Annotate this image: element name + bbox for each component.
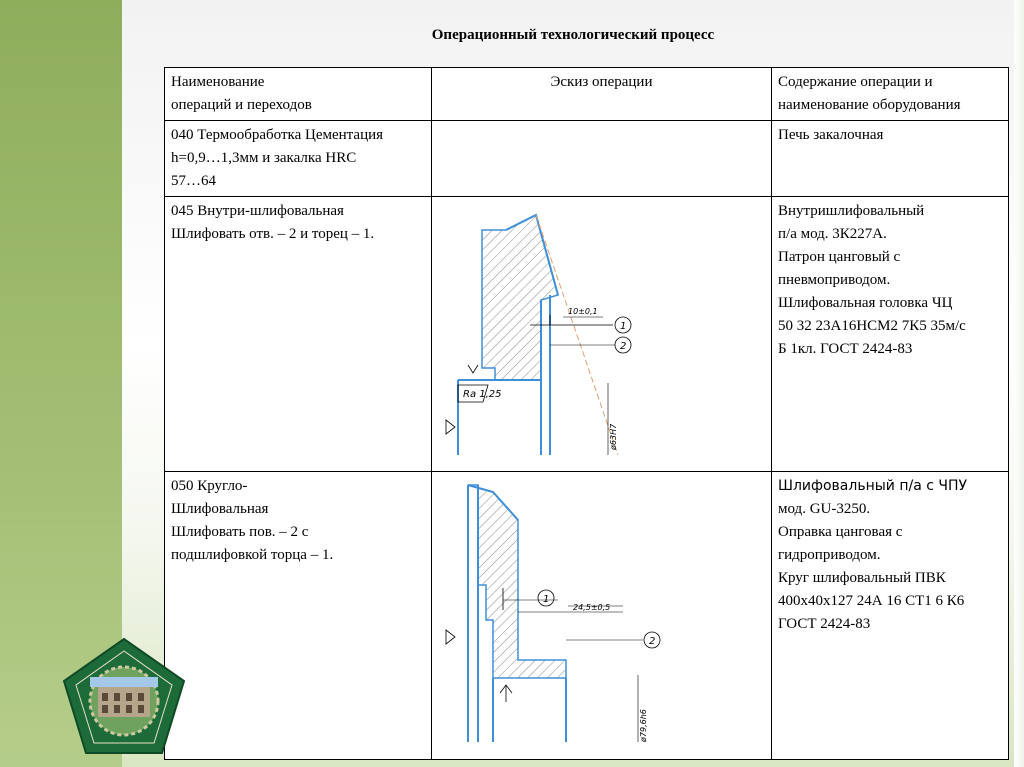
header-sketch: Эскиз операции bbox=[432, 68, 772, 121]
right-edge bbox=[1014, 0, 1024, 767]
operation-cell: 040 Термообработка Цементация h=0,9…1,3мм и закалка HRC 57…64 bbox=[165, 121, 432, 197]
dimension-label: 10±0,1 bbox=[568, 307, 598, 316]
marker-label: 1 bbox=[543, 594, 550, 605]
content-cell: Шлифовальный п/а с ЧПУ мод. GU-3250. Оправка цанговая с гидроприводом. Круг шлифовальный ПВК 400х40х127 24А 16 СТ1 6 К6 ГОСТ 2424-83 bbox=[772, 472, 1009, 760]
sketch-internal-grinding bbox=[438, 205, 643, 460]
sketch-cell bbox=[432, 197, 772, 472]
sketch-cell bbox=[432, 472, 772, 760]
diameter-label: ø63H7 bbox=[609, 423, 618, 450]
page-title: Операционный технологический процесс bbox=[431, 27, 715, 43]
marker-label: 2 bbox=[649, 636, 656, 647]
operation-cell: 050 Кругло- Шлифовальная Шлифовать пов. – 2 с подшлифовкой торца – 1. bbox=[165, 472, 432, 760]
diameter-label: ø79,6h6 bbox=[639, 709, 648, 742]
sketch-cell bbox=[432, 121, 772, 197]
table-row bbox=[165, 121, 1009, 197]
content-cell: Печь закалочная bbox=[772, 121, 1009, 197]
table-row bbox=[165, 472, 1009, 760]
sketch-cylindrical-grinding bbox=[438, 480, 666, 748]
table-row bbox=[165, 197, 1009, 472]
header-operations: Наименование операций и переходов bbox=[165, 68, 432, 121]
header-content: Содержание операции и наименование оборудования bbox=[772, 68, 1009, 121]
content-cell: Внутришлифовальный п/а мод. 3К227А. Патрон цанговый с пневмоприводом. Шлифовальная головка ЧЦ 50 32 23А16НСМ2 7К5 35м/с Б 1кл. ГОСТ 2424-83 bbox=[772, 197, 1009, 472]
operation-cell: 045 Внутри-шлифовальная Шлифовать отв. – 2 и торец – 1. bbox=[165, 197, 432, 472]
process-table bbox=[164, 67, 1009, 760]
university-emblem-logo bbox=[60, 637, 188, 757]
marker-label: 1 bbox=[620, 321, 627, 332]
roughness-label: Ra 1,25 bbox=[463, 389, 502, 400]
marker-label: 2 bbox=[620, 341, 627, 352]
dimension-label: 24,5±0,5 bbox=[573, 603, 611, 612]
table-header-row bbox=[165, 68, 1009, 121]
